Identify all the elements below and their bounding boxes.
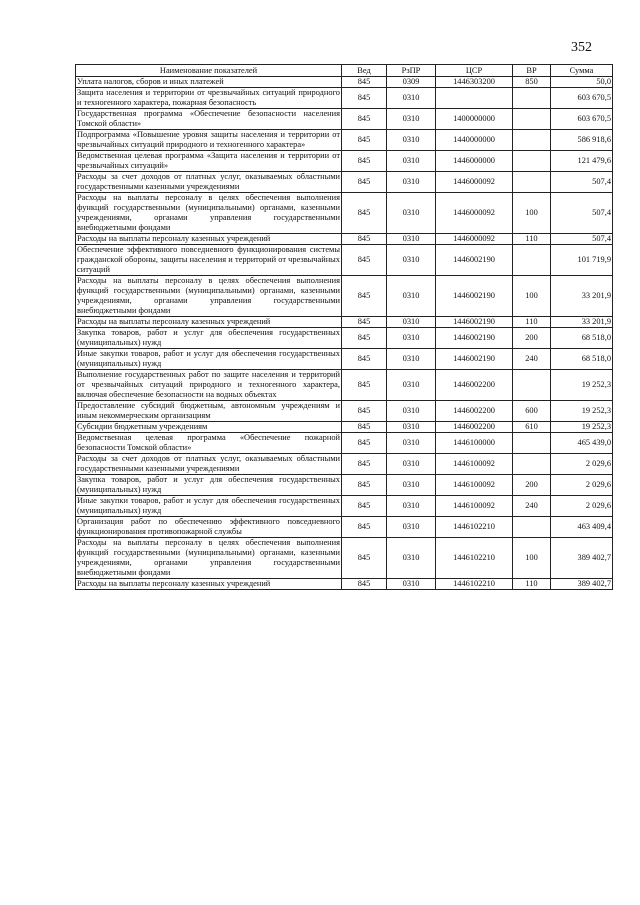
row-name: Государственная программа «Обеспечение безопасности населения Томской области» xyxy=(77,109,340,128)
row-vr: 240 xyxy=(513,349,551,370)
row-csr: 1446002200 xyxy=(436,401,513,422)
row-vr: 110 xyxy=(513,317,551,328)
row-ved: 845 xyxy=(342,517,387,538)
row-sum: 33 201,9 xyxy=(551,317,613,328)
row-sum: 19 252,3 xyxy=(551,401,613,422)
row-rzpr: 0310 xyxy=(387,475,436,496)
row-sum: 465 439,0 xyxy=(551,433,613,454)
row-name: Расходы на выплаты персоналу казенных учреждений xyxy=(76,579,342,590)
row-rzpr: 0310 xyxy=(387,517,436,538)
row-name: Расходы за счет доходов от платных услуг, оказываемых областными государственными казенными учреждениями xyxy=(77,454,340,473)
header-ved: Вед xyxy=(342,65,387,77)
row-ved: 845 xyxy=(342,579,387,590)
row-name: Уплата налогов, сборов и иных платежей xyxy=(76,77,342,88)
table-row xyxy=(76,370,613,401)
row-vr: 110 xyxy=(513,579,551,590)
row-ved: 845 xyxy=(342,328,387,349)
budget-table xyxy=(75,64,613,590)
row-rzpr: 0310 xyxy=(387,579,436,590)
row-rzpr: 0310 xyxy=(387,193,436,234)
row-sum: 2 029,6 xyxy=(551,496,613,517)
row-ved: 845 xyxy=(342,349,387,370)
row-ved: 845 xyxy=(342,496,387,517)
row-name: Закупка товаров, работ и услуг для обеспечения государственных (муниципальных) нужд xyxy=(77,475,340,494)
row-rzpr: 0310 xyxy=(387,130,436,151)
row-csr: 1446102210 xyxy=(436,538,513,579)
row-rzpr: 0310 xyxy=(387,109,436,130)
row-csr: 1446002190 xyxy=(436,328,513,349)
header-rzpr: РзПР xyxy=(387,65,436,77)
row-name: Расходы за счет доходов от платных услуг, оказываемых областными государственными казенными учреждениями xyxy=(77,172,340,191)
header-name: Наименование показателей xyxy=(76,65,342,77)
table-row xyxy=(76,475,613,496)
row-rzpr: 0310 xyxy=(387,433,436,454)
row-name: Защита населения и территории от чрезвычайных ситуаций природного и техногенного характера, пожарная безопасность xyxy=(77,88,340,107)
row-ved: 845 xyxy=(342,88,387,109)
row-ved: 845 xyxy=(342,234,387,245)
row-name: Расходы на выплаты персоналу казенных учреждений xyxy=(76,317,342,328)
row-vr xyxy=(513,109,551,130)
row-ved: 845 xyxy=(342,422,387,433)
row-sum: 603 670,5 xyxy=(551,109,613,130)
table-row xyxy=(76,401,613,422)
row-vr xyxy=(513,433,551,454)
row-csr: 1446100092 xyxy=(436,496,513,517)
row-csr: 1446100000 xyxy=(436,433,513,454)
row-sum: 68 518,0 xyxy=(551,328,613,349)
row-sum: 19 252,3 xyxy=(551,422,613,433)
row-name: Закупка товаров, работ и услуг для обеспечения государственных (муниципальных) нужд xyxy=(77,328,340,347)
row-sum: 50,0 xyxy=(551,77,613,88)
row-csr: 1446000092 xyxy=(436,234,513,245)
row-vr: 100 xyxy=(513,276,551,317)
table-row xyxy=(76,172,613,193)
row-vr xyxy=(513,151,551,172)
row-csr: 1400000000 xyxy=(436,109,513,130)
row-name: Организация работ по обеспечению эффективного повседневного функционирования противопожарной службы xyxy=(77,517,340,536)
table-row xyxy=(76,538,613,579)
table-row xyxy=(76,276,613,317)
row-vr xyxy=(513,172,551,193)
row-name: Ведомственная целевая программа «Обеспечение пожарной безопасности Томской области» xyxy=(77,433,340,452)
row-ved: 845 xyxy=(342,538,387,579)
row-ved: 845 xyxy=(342,370,387,401)
header-sum: Сумма xyxy=(551,65,613,77)
page-number: 352 xyxy=(571,40,592,55)
row-ved: 845 xyxy=(342,245,387,276)
table-row xyxy=(76,234,613,245)
row-csr: 1446002190 xyxy=(436,317,513,328)
row-rzpr: 0310 xyxy=(387,454,436,475)
row-sum: 389 402,7 xyxy=(551,579,613,590)
row-sum: 586 918,6 xyxy=(551,130,613,151)
table-row xyxy=(76,130,613,151)
row-sum: 603 670,5 xyxy=(551,88,613,109)
row-csr: 1446000000 xyxy=(436,151,513,172)
table-row xyxy=(76,193,613,234)
row-csr: 1446102210 xyxy=(436,517,513,538)
row-rzpr: 0310 xyxy=(387,496,436,517)
row-name: Иные закупки товаров, работ и услуг для обеспечения государственных (муниципальных) нужд xyxy=(77,349,340,368)
row-rzpr: 0310 xyxy=(387,234,436,245)
row-ved: 845 xyxy=(342,77,387,88)
row-name: Субсидии бюджетным учреждениям xyxy=(76,422,342,433)
row-sum: 33 201,9 xyxy=(551,276,613,317)
row-sum: 121 479,6 xyxy=(551,151,613,172)
row-sum: 389 402,7 xyxy=(551,538,613,579)
row-rzpr: 0310 xyxy=(387,88,436,109)
row-vr: 600 xyxy=(513,401,551,422)
row-sum: 463 409,4 xyxy=(551,517,613,538)
row-vr xyxy=(513,454,551,475)
table-row xyxy=(76,328,613,349)
row-rzpr: 0310 xyxy=(387,317,436,328)
row-sum: 101 719,9 xyxy=(551,245,613,276)
row-name: Иные закупки товаров, работ и услуг для обеспечения государственных (муниципальных) нужд xyxy=(77,496,340,515)
row-name: Обеспечение эффективного повседневного функционирования системы гражданской обороны, защиты населения и территорий от чрезвычайных ситуаций xyxy=(77,245,340,274)
row-vr xyxy=(513,88,551,109)
row-ved: 845 xyxy=(342,172,387,193)
row-csr: 1446002190 xyxy=(436,245,513,276)
row-sum: 507,4 xyxy=(551,193,613,234)
table-row xyxy=(76,349,613,370)
row-csr xyxy=(436,88,513,109)
row-csr: 1446000092 xyxy=(436,172,513,193)
row-vr: 850 xyxy=(513,77,551,88)
row-name: Подпрограмма «Повышение уровня защиты населения и территории от чрезвычайных ситуаций природного и техногенного характера» xyxy=(77,130,340,149)
row-ved: 845 xyxy=(342,401,387,422)
row-name: Предоставление субсидий бюджетным, автономным учреждениям и иным некоммерческим организациям xyxy=(77,401,340,420)
row-ved: 845 xyxy=(342,433,387,454)
row-rzpr: 0309 xyxy=(387,77,436,88)
row-ved: 845 xyxy=(342,317,387,328)
row-vr xyxy=(513,130,551,151)
row-rzpr: 0310 xyxy=(387,276,436,317)
table-row xyxy=(76,517,613,538)
table-row xyxy=(76,77,613,88)
row-vr: 100 xyxy=(513,538,551,579)
row-vr: 100 xyxy=(513,193,551,234)
row-name: Ведомственная целевая программа «Защита населения и территории от чрезвычайных ситуаций» xyxy=(77,151,340,170)
table-row xyxy=(76,109,613,130)
row-rzpr: 0310 xyxy=(387,349,436,370)
table-row xyxy=(76,454,613,475)
row-name: Расходы на выплаты персоналу в целях обеспечения выполнения функций государственными (муниципальными) органами, казенными учреждениями, органами управления государственными внебюджетными фондами xyxy=(77,538,340,577)
row-csr: 1440000000 xyxy=(436,130,513,151)
row-rzpr: 0310 xyxy=(387,370,436,401)
header-vr: ВР xyxy=(513,65,551,77)
row-name: Выполнение государственных работ по защите населения и территорий от чрезвычайных ситуаций природного и техногенного характера, включая обеспечение безопасности на водных объектах xyxy=(77,370,340,399)
row-rzpr: 0310 xyxy=(387,422,436,433)
row-ved: 845 xyxy=(342,109,387,130)
table-row xyxy=(76,422,613,433)
row-sum: 68 518,0 xyxy=(551,349,613,370)
row-ved: 845 xyxy=(342,276,387,317)
row-vr xyxy=(513,245,551,276)
row-name: Расходы на выплаты персоналу казенных учреждений xyxy=(76,234,342,245)
row-rzpr: 0310 xyxy=(387,401,436,422)
table-row xyxy=(76,151,613,172)
table-row xyxy=(76,245,613,276)
row-vr xyxy=(513,370,551,401)
row-sum: 19 252,3 xyxy=(551,370,613,401)
row-name: Расходы на выплаты персоналу в целях обеспечения выполнения функций государственными (муниципальными) органами, казенными учреждениями, органами управления государственными внебюджетными фондами xyxy=(77,193,340,232)
row-sum: 2 029,6 xyxy=(551,454,613,475)
row-csr: 1446303200 xyxy=(436,77,513,88)
row-sum: 2 029,6 xyxy=(551,475,613,496)
row-rzpr: 0310 xyxy=(387,172,436,193)
row-ved: 845 xyxy=(342,151,387,172)
row-csr: 1446002200 xyxy=(436,370,513,401)
row-csr: 1446002190 xyxy=(436,349,513,370)
table-row xyxy=(76,433,613,454)
row-sum: 507,4 xyxy=(551,234,613,245)
table-row xyxy=(76,88,613,109)
row-csr: 1446002200 xyxy=(436,422,513,433)
row-csr: 1446102210 xyxy=(436,579,513,590)
row-vr: 610 xyxy=(513,422,551,433)
row-sum: 507,4 xyxy=(551,172,613,193)
row-name: Расходы на выплаты персоналу в целях обеспечения выполнения функций государственными (муниципальными) органами, казенными учреждениями, органами управления государственными внебюджетными фондами xyxy=(77,276,340,315)
table-row xyxy=(76,317,613,328)
table-body xyxy=(76,77,613,590)
row-csr: 1446100092 xyxy=(436,475,513,496)
row-rzpr: 0310 xyxy=(387,538,436,579)
row-csr: 1446100092 xyxy=(436,454,513,475)
row-vr xyxy=(513,517,551,538)
row-rzpr: 0310 xyxy=(387,328,436,349)
row-rzpr: 0310 xyxy=(387,245,436,276)
row-ved: 845 xyxy=(342,130,387,151)
row-vr: 110 xyxy=(513,234,551,245)
table-row xyxy=(76,579,613,590)
row-rzpr: 0310 xyxy=(387,151,436,172)
row-ved: 845 xyxy=(342,193,387,234)
table-row xyxy=(76,496,613,517)
row-vr: 200 xyxy=(513,328,551,349)
table-header-row xyxy=(76,65,613,77)
row-ved: 845 xyxy=(342,454,387,475)
row-csr: 1446002190 xyxy=(436,276,513,317)
row-vr: 200 xyxy=(513,475,551,496)
row-vr: 240 xyxy=(513,496,551,517)
row-ved: 845 xyxy=(342,475,387,496)
header-csr: ЦСР xyxy=(436,65,513,77)
row-csr: 1446000092 xyxy=(436,193,513,234)
